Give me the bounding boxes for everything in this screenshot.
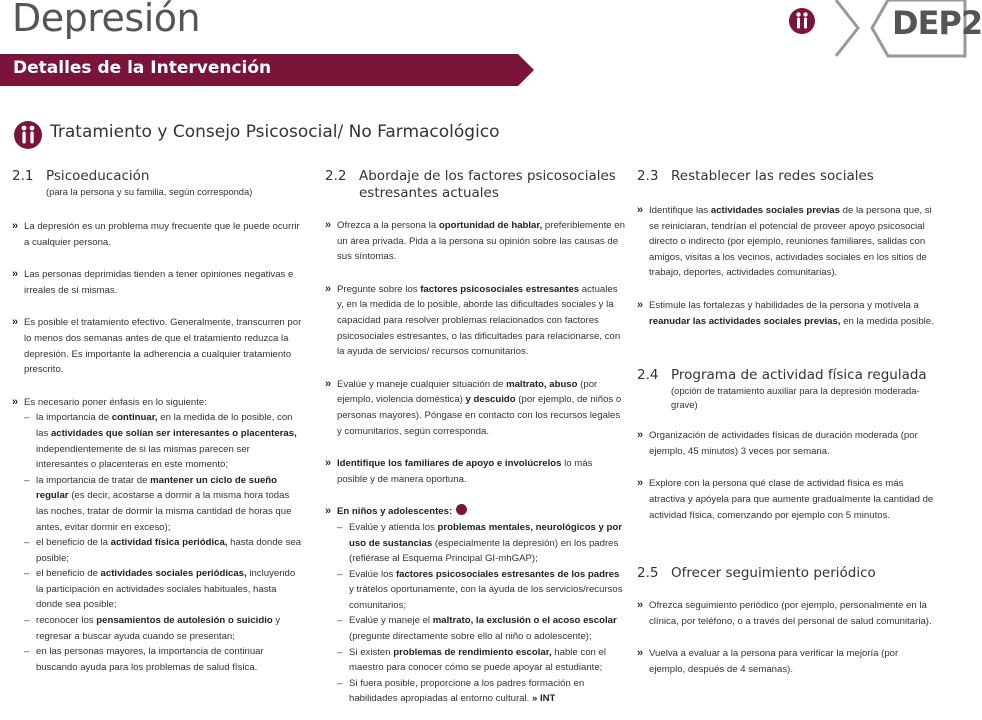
module-code: DEP2 [892, 4, 982, 42]
heading-2-2: 2.2 Abordaje de los factores psicosociales estresantes actuales [325, 168, 616, 201]
people-icon [14, 121, 42, 149]
sub-list-item: – Evalúe y maneje el maltrato, la exclusión o el acoso escolar (pregunte directamente sobre ello al niño o adolescente); [337, 615, 617, 643]
list-item: » Ofrezca a la persona la oportunidad de hablar, preferiblemente en un área privada. Pida a la persona su opinión sobre las causas de sus síntomas. [325, 219, 625, 263]
list-item: » La depresión es un problema muy frecuente que le puede ocurrir a cualquier persona. [12, 220, 300, 248]
heading-2-1: 2.1 Psicoeducación [12, 168, 150, 184]
list-item: » Vuelva a evaluar a la persona para verificar la mejoría (por ejemplo, después de 4 semanas). [637, 647, 899, 675]
column-psicoeducacion [12, 168, 304, 675]
heading-2-3: 2.3 Restablecer las redes sociales [637, 168, 874, 184]
sub-list-item: – Evalúe y atienda los problemas mentales, neurológicos y por uso de sustancias (especialmente la depresión) en los padres (refiérase al Esquema Principal GI-mhGAP); [337, 521, 623, 565]
subheading-2-1: (para la persona y su familia, según corresponda) [46, 186, 253, 197]
column-redes-sociales [637, 168, 937, 678]
sub-list-item: – reconocer los pensamientos de autolesión o suicidio y regresar a buscar ayuda cuando se presentan; [24, 615, 281, 642]
heading-2-4: 2.4 Programa de actividad física regulada [637, 367, 927, 384]
list-item: » Ofrezca seguimiento periódico (por ejemplo, personalmente en la clínica, por teléfono, o a través del personal de salud comunitaria). [637, 599, 932, 627]
list-item: » Evalúe y maneje cualquier situación de maltrato, abuso (por ejemplo, violencia doméstica) y descuido (por ejemplo, de niños o personas mayores). Póngase en contacto con los recursos legales y comunitarios, según corresponda. [325, 377, 622, 437]
sub-list-item: – la importancia de continuar, en la medida de lo posible, con las actividades que solían ser interesantes o placenteras, independientemente de si las mismas parecen ser interesantes o placenteras en este momento; [24, 412, 297, 471]
list-item: » Pregunte sobre los factores psicosociales estresantes actuales y, en la medida de lo posible, aborde las dificultades sociales y la capacidad para resolver problemas relacionados con factores psicosociales estresantes, o las dificultades para relacionarse, con la ayuda de servicios/ recursos comunitarios. [325, 282, 621, 358]
sub-list-item: – el beneficio de la actividad física periódica, hasta donde sea posible; [24, 537, 302, 564]
sub-list-item: – el beneficio de actividades sociales periódicas, incluyendo la participación en actividades sociales habituales, hasta donde sea posible; [24, 568, 296, 611]
section-title: Tratamiento y Consejo Psicosocial/ No Farmacológico [50, 122, 500, 142]
document-title: Depresión [12, 0, 201, 40]
sub-list-item: – en las personas mayores, la importancia de continuar buscando ayuda para los problemas de salud física. [24, 646, 264, 673]
list-item: » Estimule las fortalezas y habilidades de la persona y motívela a reanudar las actividades sociales previas, en la medida posible. [637, 298, 934, 327]
list-item: » Organización de actividades físicas de duración moderada (por ejemplo, 45 minutos) 3 veces por semana. [637, 429, 918, 457]
heading-2-5: 2.5 Ofrecer seguimiento periódico [637, 565, 876, 582]
banner-title: Detalles de la Intervención [13, 58, 272, 78]
child-icon [456, 504, 467, 515]
list-item: » Es posible el tratamiento efectivo. Generalmente, transcurren por lo menos dos semanas antes de que el tratamiento reduzca la depresión. Es importante la adherencia a cualquier tratamiento prescrito. [12, 316, 302, 376]
list-item: » En niños y adolescentes: [325, 504, 625, 520]
subheading-2-4: (opción de tratamiento auxiliar para la depresión moderada-grave) [671, 385, 920, 411]
list-item: » Identifique los familiares de apoyo e involúcrelos lo más posible y de manera oportuna. [325, 457, 593, 485]
list-item: » Identifique las actividades sociales previas de la persona que, si se reiniciaran, tendrían el potencial de proveer apoyo psicosocial directo o indirecto (por ejemplo, reuniones familiares, salidas con amigos, visitas a los vecinos, actividades sociales en los sitios de trabajo, deportes, actividades comunitarias). [637, 204, 932, 279]
cross-reference-link[interactable]: » INT [529, 693, 556, 705]
column-factores-estresantes [325, 168, 625, 707]
list-item: » Es necesario poner énfasis en lo siguiente: [12, 395, 207, 408]
chevron-divider-icon [832, 0, 864, 56]
people-icon [789, 8, 815, 34]
list-item: » Explore con la persona qué clase de actividad física es más atractiva y apóyela para que aumente gradualmente la cantidad de actividad física, comenzando por ejemplo con 5 minutos. [637, 477, 934, 521]
sub-list-item: – la importancia de tratar de mantener un ciclo de sueño regular (es decir, acostarse a dormir a la misma hora todas las noches, tratar de dormir la misma cantidad de horas que antes, evitar dormir en exceso); [24, 474, 292, 533]
list-item: » Las personas deprimidas tienden a tener opiniones negativas e irreales de sí mismas. [12, 268, 294, 296]
sub-list-item: – Evalúe los factores psicosociales estresantes de los padres y trátelos oportunamente, con la ayuda de los servicios/recursos comunitarios; [337, 568, 623, 611]
sub-list-item: – Si fuera posible, proporcione a los padres formación en habilidades apropiadas al entorno cultural. » INT [337, 677, 585, 705]
sub-list-item: – Si existen problemas de rendimiento escolar, hable con el maestro para conocer cómo se puede apoyar al estudiante; [337, 646, 607, 674]
